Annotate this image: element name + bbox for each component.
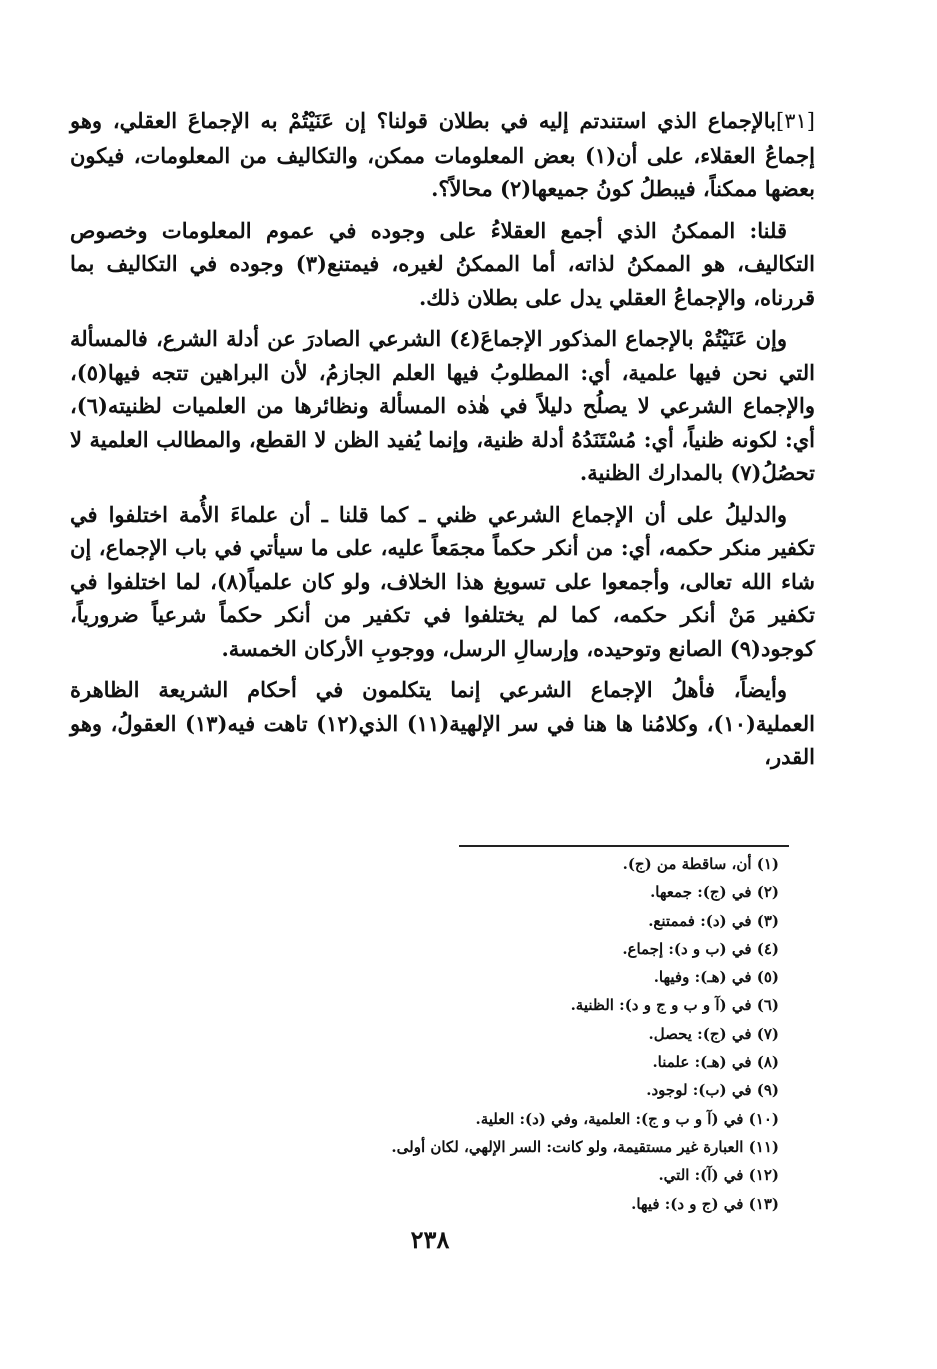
footnote: (٦) في (آ و ب و ج و د): الظنية. [570, 996, 779, 1015]
paragraph-1-text: بالإجماع الذي استندتم إليه في بطلان قولنا؟ إن عَنَيْتُمْ به الإجماعَ العقلي، وهو إجماعُ العقلاء، على أن(١) بعض المعلومات ممكن، والتكاليف من المعلومات، فيكون بعضها ممكناً، فيبطلُ كونُ جميعها(٢) محالاً؟. [70, 108, 815, 201]
footnote: (١٢) في (آ): التي. [658, 1166, 779, 1185]
paragraph-3: وإن عَنَيْتُمْ بالإجماع المذكور الإجماعَ(٤) الشرعي الصادرَ عن أدلة الشرع، فالمسألة التي نحن فيها علمية، أي: المطلوبُ فيها العلم الجازمُ، لأن البراهين تتجه فيها(٥)، والإجماع الشرعي لا يصلُح دليلاً في هٰذه المسألة ونظائرها من العلميات لظنيته(٦)، أي: لكونه ظنياً، أي: مُسْتَنَدُهُ أدلة ظنية، وإنما يُفيد الظن لا القطع، والمطالب العلمية لا تحصُلُ(٧) بالمدارك الظنية. [70, 326, 815, 485]
footnote: (٧) في (ج): يحصل. [648, 1024, 779, 1043]
footnote: (٨) في (هـ): علمنا. [652, 1053, 779, 1072]
main-text [70, 104, 815, 782]
section-marker: [٣١] [776, 109, 815, 133]
footnote: (٥) في (هـ): وفيها. [653, 968, 779, 987]
paragraph-1 [70, 104, 815, 206]
paragraph-4: والدليلُ على أن الإجماع الشرعي ظني ـ كما قلنا ـ أن علماءَ الأُمة اختلفوا في تكفير منكر حكمه، أي: من أنكر حكماً مجمَعاً عليه، على ما سيأتي في باب الإجماع، إن شاء الله تعالى، وأجمعوا على تسويغ هذا الخلاف، ولو كان علمياً(٨)، لما اختلفوا في تكفير مَنْ أنكر حكمه، كما لم يختلفوا في تكفير من أنكر حكماً شرعياً ضرورياً، كوجود(٩) الصانع وتوحيده، وإرسالِ الرسل، ووجوبِ الأركان الخمسة. [70, 501, 815, 661]
footnote: (٣) في (د): فممتنع. [648, 911, 779, 930]
footnote: (١١) العبارة غير مستقيمة، ولو كانت: السر الإلهي، لكان أولى. [391, 1137, 779, 1156]
footnote: (٤) في (ب و د): إجماع. [622, 939, 779, 958]
paragraph-5: وأيضاً، فأهلُ الإجماع الشرعي إنما يتكلمون في أحكام الشريعة الظاهرة العملية(١٠)، وكلامُنا ها هنا في سر الإلهية(١١) الذي(١٢) تاهت فيه(١٣) العقولُ، وهو القدر، [70, 677, 815, 769]
footnote-divider [459, 845, 789, 847]
page-number: ٢٣٨ [410, 1225, 450, 1254]
footnotes [309, 850, 779, 1218]
paragraph-2: قلنا: الممكنُ الذي أجمع العقلاءُ على وجوده في عموم المعلومات وخصوص التكاليف، هو الممكنُ لذاته، أما الممكنُ لغيره، فيمتنع(٣) وجوده في التكاليف بما قررناه، والإجماعُ العقلي يدل على بطلان ذلك. [70, 217, 815, 310]
footnote: (٢) في (ج): جمعها. [650, 883, 779, 902]
footnote: (١) أن، ساقطة من (ج). [622, 855, 779, 873]
footnote: (١٣) في (ج و د): فيها. [631, 1194, 779, 1213]
footnote: (٩) في (ب): لوجود. [646, 1081, 779, 1100]
footnote: (١٠) في (آ و ب و ج): العلمية، وفي (د): العلية. [475, 1109, 779, 1128]
